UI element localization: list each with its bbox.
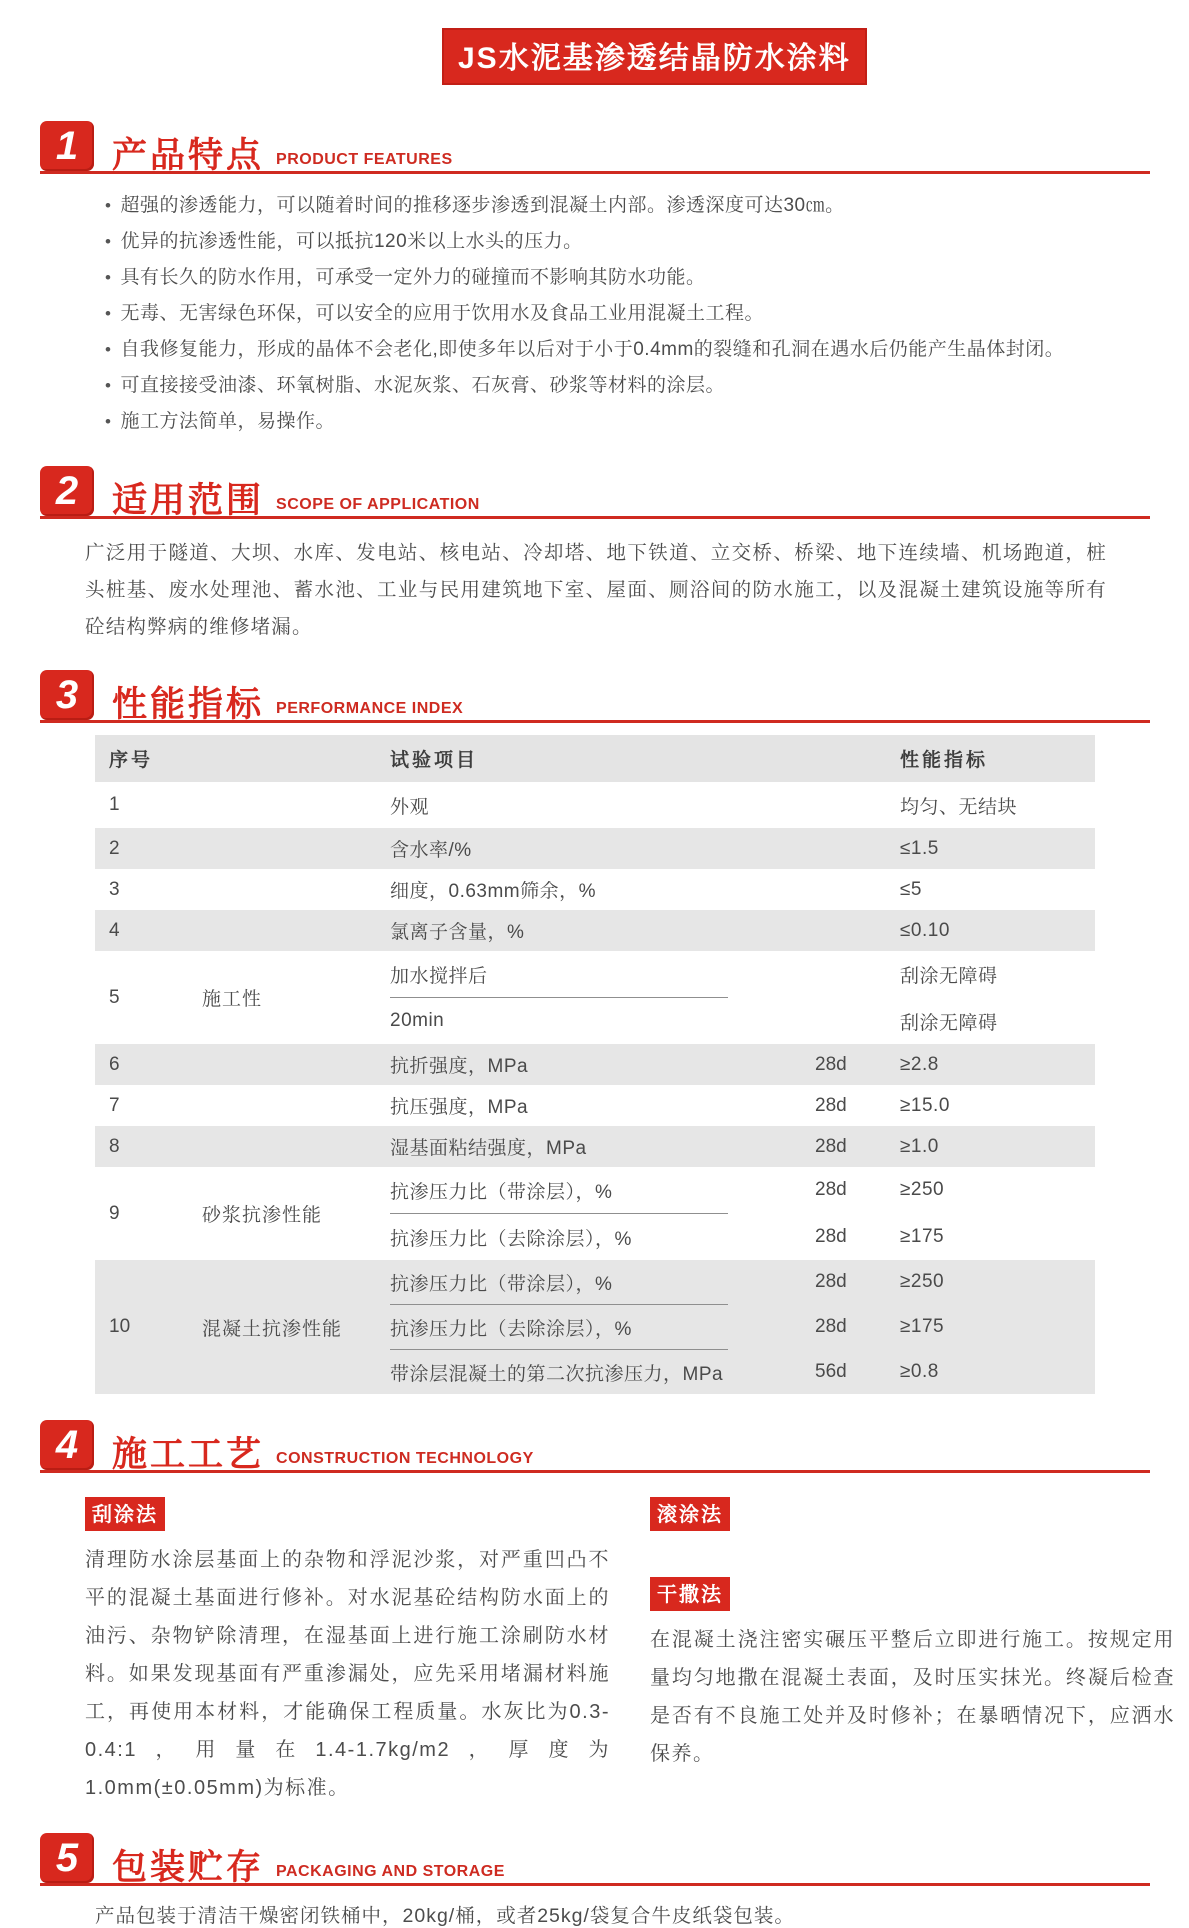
section-number-badge: 2	[40, 466, 94, 516]
subrow	[370, 1167, 1095, 1213]
test-age: 28d	[815, 1226, 847, 1247]
row-items	[370, 869, 1095, 910]
test-item: 抗渗压力比（去除涂层），%	[390, 1228, 632, 1250]
feature-text: 超强的渗透能力，可以随着时间的推移逐步渗透到混凝土内部。渗透深度可达30㎝。	[120, 195, 845, 216]
subrow	[370, 1214, 1095, 1260]
section-header-scope	[40, 466, 1150, 519]
column-header-no: 序号	[109, 750, 154, 771]
feature-text: 自我修复能力，形成的晶体不会老化,即使多年以后对于小于0.4mm的裂缝和孔洞在遇水后仍能产生晶体封闭。	[120, 339, 1065, 360]
index-value: ≥175	[900, 1226, 945, 1247]
test-item: 加水搅拌后	[390, 965, 488, 987]
bullet-icon: •	[105, 376, 112, 395]
row-items	[370, 951, 1095, 1044]
table-body	[95, 782, 1095, 1394]
index-value: ≥175	[900, 1316, 945, 1337]
subrow	[370, 1085, 1095, 1126]
packaging-paragraph: 产品包装于清洁干燥密闭铁桶中，20kg/桶，或者25kg/袋复合牛皮纸袋包装。	[95, 1905, 795, 1927]
table-row	[95, 782, 1095, 828]
test-age: 28d	[815, 1316, 847, 1337]
test-age: 28d	[815, 1094, 847, 1116]
table-row	[95, 1085, 1095, 1126]
feature-item	[105, 332, 1129, 368]
subrow	[370, 910, 1095, 951]
subrow	[370, 782, 1095, 828]
test-age: 28d	[815, 1271, 847, 1292]
table-row	[95, 828, 1095, 869]
row-items	[370, 828, 1095, 869]
section-title: 施工工艺	[112, 1435, 265, 1474]
section-subtitle: PRODUCT FEATURES	[276, 151, 453, 168]
section-title: 产品特点	[112, 136, 265, 175]
section-number-badge: 4	[40, 1420, 94, 1470]
feature-text: 施工方法简单，易操作。	[120, 411, 335, 432]
index-value: ≥2.8	[900, 1053, 939, 1075]
dry-method-badge: 干撒法	[650, 1577, 730, 1611]
test-item: 抗渗压力比（带涂层），%	[390, 1273, 613, 1295]
test-age: 56d	[815, 1361, 847, 1382]
bullet-icon: •	[105, 304, 112, 323]
feature-item	[105, 368, 1129, 404]
bullet-icon: •	[105, 196, 112, 215]
row-items	[370, 1260, 1095, 1394]
scrape-method-badge: 刮涂法	[85, 1497, 165, 1531]
subrow	[370, 1044, 1095, 1085]
test-item: 20min	[390, 1010, 445, 1031]
section-header-packaging	[40, 1833, 1150, 1886]
row-items	[370, 782, 1095, 828]
index-value: ≤0.10	[900, 919, 950, 941]
index-value: ≥250	[900, 1179, 945, 1200]
table-row	[95, 1167, 1095, 1260]
section-number-badge: 3	[40, 670, 94, 720]
table-header-row	[95, 735, 1095, 782]
scope-paragraph: 广泛用于隧道、大坝、水库、发电站、核电站、冷却塔、地下铁道、立交桥、桥梁、地下连续墙、机场跑道，桩头桩基、废水处理池、蓄水池、工业与民用建筑地下室、屋面、厕浴间的防水施工，以及混凝土建筑设施等所有砼结构弊病的维修堵漏。	[85, 542, 1107, 638]
dry-method-text: 在混凝土浇注密实碾压平整后立即进行施工。按规定用量均匀地撒在混凝土表面，及时压实抹光。终凝后检查是否有不良施工处并及时修补；在暴晒情况下，应洒水保养。	[650, 1629, 1175, 1765]
section-number-badge: 1	[40, 121, 94, 171]
test-item: 外观	[390, 796, 430, 818]
column-header-index: 性能指标	[900, 750, 989, 771]
roll-dry-method-column	[650, 1483, 1175, 1807]
test-item: 细度，0.63mm筛余，%	[390, 881, 597, 902]
section-number-badge: 5	[40, 1833, 94, 1883]
section-header-performance	[40, 670, 1150, 723]
table-row	[95, 1044, 1095, 1085]
section-title: 性能指标	[112, 685, 265, 724]
section-title: 适用范围	[112, 481, 265, 520]
index-value: ≥1.0	[900, 1135, 939, 1157]
page-title: JS水泥基渗透结晶防水涂料	[442, 28, 867, 85]
row-items	[370, 1085, 1095, 1126]
test-item: 氯离子含量，%	[390, 922, 525, 943]
bullet-icon: •	[105, 412, 112, 431]
row-number: 5	[109, 986, 120, 1008]
test-item: 抗渗压力比（去除涂层），%	[390, 1318, 632, 1340]
row-number: 10	[109, 1316, 131, 1337]
row-items	[370, 1126, 1095, 1167]
section-subtitle: SCOPE OF APPLICATION	[276, 496, 480, 513]
test-age: 28d	[815, 1053, 847, 1075]
row-items	[370, 1044, 1095, 1085]
index-value: 均匀、无结块	[900, 796, 1018, 818]
feature-list	[105, 188, 1129, 440]
subrow	[370, 1305, 1095, 1349]
test-item: 含水率/%	[390, 840, 472, 861]
index-value: 刮涂无障碍	[900, 965, 998, 987]
bullet-icon: •	[105, 232, 112, 251]
row-category: 施工性	[202, 989, 263, 1010]
roll-method-badge: 滚涂法	[650, 1497, 730, 1531]
section-subtitle: CONSTRUCTION TECHNOLOGY	[276, 1450, 534, 1467]
subrow	[370, 828, 1095, 869]
subrow	[370, 998, 1095, 1044]
test-item: 带涂层混凝土的第二次抗渗压力，MPa	[390, 1363, 724, 1385]
scrape-method-text: 清理防水涂层基面上的杂物和浮泥沙浆，对严重凹凸不平的混凝土基面进行修补。对水泥基砼结构防水面上的油污、杂物铲除清理，在湿基面上进行施工涂刷防水材料。如果发现基面有严重渗漏处，应先采用堵漏材料施工，再使用本材料，才能确保工程质量。水灰比为0.3-0.4:1，用量在1.4-1.7kg/m2，厚度为1.0mm(±0.05mm)为标准。	[85, 1549, 610, 1799]
subrow	[370, 1260, 1095, 1304]
construction-columns	[85, 1483, 1175, 1807]
section-header-product-features	[40, 121, 1150, 174]
feature-text: 无毒、无害绿色环保，可以安全的应用于饮用水及食品工业用混凝土工程。	[120, 303, 764, 324]
index-value: ≥15.0	[900, 1094, 950, 1116]
scrape-method-column	[85, 1483, 610, 1807]
feature-text: 可直接接受油漆、环氧树脂、水泥灰浆、石灰膏、砂浆等材料的涂层。	[120, 375, 725, 396]
feature-item	[105, 296, 1129, 332]
row-number: 4	[109, 919, 120, 941]
test-item: 抗压强度，MPa	[390, 1097, 529, 1118]
table-row	[95, 910, 1095, 951]
table-row	[95, 1260, 1095, 1394]
test-item: 抗折强度，MPa	[390, 1056, 529, 1077]
feature-item	[105, 188, 1129, 224]
row-number: 2	[109, 837, 120, 859]
bullet-icon: •	[105, 340, 112, 359]
row-items	[370, 1167, 1095, 1260]
feature-text: 具有长久的防水作用，可承受一定外力的碰撞而不影响其防水功能。	[120, 267, 706, 288]
section-header-construction	[40, 1420, 1150, 1473]
index-value: ≤5	[900, 878, 922, 900]
section-subtitle: PACKAGING AND STORAGE	[276, 1863, 505, 1880]
table-row	[95, 1126, 1095, 1167]
row-category: 砂浆抗渗性能	[202, 1205, 323, 1226]
section-title: 包装贮存	[112, 1848, 265, 1887]
feature-item	[105, 404, 1129, 440]
row-category: 混凝土抗渗性能	[202, 1318, 343, 1340]
index-value: ≥0.8	[900, 1361, 939, 1382]
test-age: 28d	[815, 1179, 847, 1200]
subrow	[370, 1126, 1095, 1167]
subrow	[370, 1350, 1095, 1394]
index-value: ≤1.5	[900, 837, 939, 859]
subrow	[370, 869, 1095, 910]
test-item: 抗渗压力比（带涂层），%	[390, 1181, 613, 1203]
feature-item	[105, 224, 1129, 260]
feature-text: 优异的抗渗透性能，可以抵抗120米以上水头的压力。	[120, 231, 583, 252]
row-number: 7	[109, 1094, 120, 1116]
section-subtitle: PERFORMANCE INDEX	[276, 700, 464, 717]
row-number: 9	[109, 1202, 120, 1224]
table-row	[95, 951, 1095, 1044]
index-value: 刮涂无障碍	[900, 1012, 998, 1034]
table-row	[95, 869, 1095, 910]
test-item: 湿基面粘结强度，MPa	[390, 1138, 587, 1159]
feature-item	[105, 260, 1129, 296]
row-number: 6	[109, 1053, 120, 1075]
column-header-test-item: 试验项目	[390, 750, 479, 771]
row-number: 8	[109, 1135, 120, 1157]
index-value: ≥250	[900, 1271, 945, 1292]
row-number: 1	[109, 794, 120, 815]
subrow	[370, 951, 1095, 997]
performance-table	[95, 735, 1095, 1394]
row-items	[370, 910, 1095, 951]
bullet-icon: •	[105, 268, 112, 287]
row-number: 3	[109, 878, 120, 900]
test-age: 28d	[815, 1135, 847, 1157]
